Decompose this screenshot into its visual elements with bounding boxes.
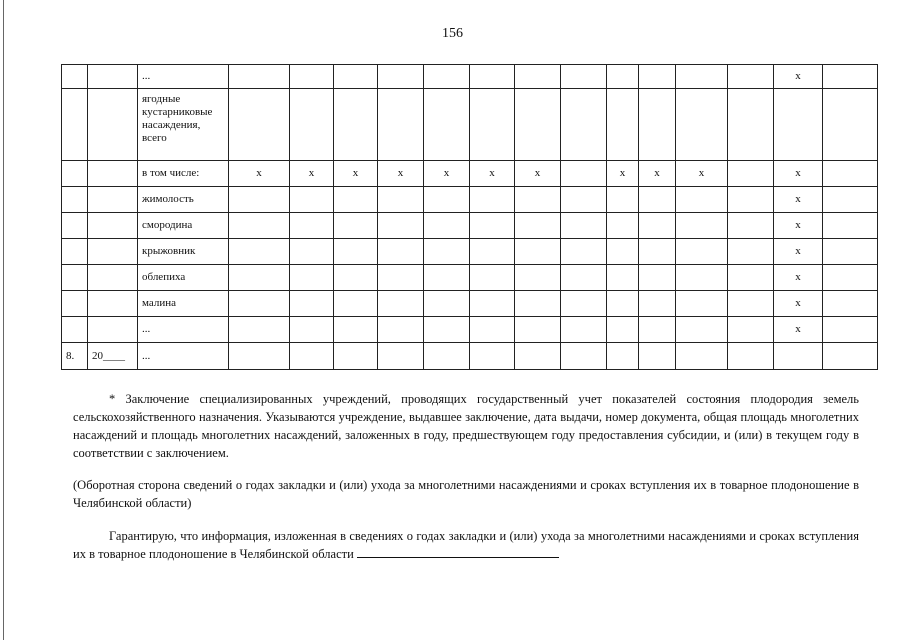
row-number-cell — [62, 89, 88, 161]
crop-name-cell: ягодные кустарниковые насаждения, всего — [138, 89, 229, 161]
crop-name-cell: ... — [138, 343, 229, 370]
value-cell — [561, 65, 607, 89]
value-cell — [470, 343, 515, 370]
value-cell — [607, 239, 639, 265]
row-number-cell — [62, 317, 88, 343]
value-cell — [424, 343, 470, 370]
row-number-cell — [62, 65, 88, 89]
value-cell — [515, 187, 561, 213]
year-cell — [88, 291, 138, 317]
value-cell — [424, 187, 470, 213]
value-cell — [607, 265, 639, 291]
crop-name-cell: малина — [138, 291, 229, 317]
value-cell — [823, 187, 878, 213]
value-cell — [728, 343, 774, 370]
value-cell — [334, 187, 378, 213]
value-cell — [676, 343, 728, 370]
value-cell — [229, 343, 290, 370]
value-cell — [515, 213, 561, 239]
value-cell — [470, 65, 515, 89]
value-cell — [823, 89, 878, 161]
value-cell — [515, 343, 561, 370]
year-cell — [88, 213, 138, 239]
value-cell — [676, 265, 728, 291]
value-cell: х — [229, 161, 290, 187]
crop-name-cell: жимолость — [138, 187, 229, 213]
value-cell — [728, 291, 774, 317]
value-cell — [561, 239, 607, 265]
value-cell — [823, 265, 878, 291]
value-cell — [639, 213, 676, 239]
page-number: 156 — [442, 26, 463, 41]
value-cell — [607, 343, 639, 370]
value-cell — [424, 239, 470, 265]
value-cell — [639, 65, 676, 89]
value-cell — [470, 89, 515, 161]
value-cell — [378, 65, 424, 89]
value-cell — [290, 213, 334, 239]
table-body — [62, 65, 878, 370]
value-cell — [378, 187, 424, 213]
table-row — [62, 265, 878, 291]
value-cell — [823, 343, 878, 370]
value-cell — [607, 65, 639, 89]
value-cell — [334, 265, 378, 291]
value-cell — [515, 65, 561, 89]
crop-name-cell: смородина — [138, 213, 229, 239]
value-cell — [424, 89, 470, 161]
row-number-cell — [62, 161, 88, 187]
year-cell — [88, 265, 138, 291]
crop-name-cell: в том числе: — [138, 161, 229, 187]
table-row — [62, 187, 878, 213]
value-cell — [607, 213, 639, 239]
value-cell — [378, 317, 424, 343]
value-cell — [607, 89, 639, 161]
table-row — [62, 213, 878, 239]
value-cell — [290, 239, 334, 265]
row-number-cell — [62, 265, 88, 291]
value-cell — [290, 89, 334, 161]
value-cell — [229, 187, 290, 213]
value-cell — [378, 213, 424, 239]
value-cell — [229, 317, 290, 343]
value-cell: х — [774, 265, 823, 291]
value-cell — [728, 187, 774, 213]
value-cell: х — [774, 65, 823, 89]
row-number-cell — [62, 213, 88, 239]
value-cell: х — [676, 161, 728, 187]
value-cell — [774, 343, 823, 370]
year-cell — [88, 89, 138, 161]
year-cell — [88, 317, 138, 343]
signature-line — [357, 545, 559, 558]
value-cell — [229, 239, 290, 265]
value-cell — [823, 317, 878, 343]
row-number-cell — [62, 291, 88, 317]
value-cell — [561, 89, 607, 161]
value-cell: х — [774, 161, 823, 187]
footnote: * Заключение специализированных учреждений, проводящих государственный учет показателей состояния плодородия земель сельскохозяйственного назначения. Указываются учреждение, выдавшее заключение, дата выдачи, номер документа, общая площадь многолетних насаждений и площадь многолетних насаждений, заложенных в году, предшествующем году предоставления субсидии, и (или) в текущем году в соответствии с заключением. — [73, 392, 859, 460]
value-cell — [639, 89, 676, 161]
data-table — [61, 64, 878, 370]
value-cell — [470, 213, 515, 239]
year-cell — [88, 65, 138, 89]
value-cell — [334, 65, 378, 89]
value-cell — [639, 317, 676, 343]
value-cell — [676, 89, 728, 161]
value-cell — [639, 291, 676, 317]
year-cell — [88, 161, 138, 187]
value-cell — [823, 239, 878, 265]
value-cell — [639, 239, 676, 265]
value-cell — [470, 291, 515, 317]
value-cell — [229, 65, 290, 89]
value-cell: х — [515, 161, 561, 187]
value-cell — [728, 213, 774, 239]
value-cell — [676, 291, 728, 317]
value-cell — [515, 291, 561, 317]
value-cell: х — [607, 161, 639, 187]
value-cell — [728, 89, 774, 161]
value-cell — [676, 65, 728, 89]
value-cell — [728, 161, 774, 187]
value-cell: х — [470, 161, 515, 187]
value-cell: х — [378, 161, 424, 187]
guarantee-statement — [73, 527, 859, 563]
value-cell — [515, 239, 561, 265]
value-cell — [229, 213, 290, 239]
page-margin-line — [3, 0, 4, 640]
value-cell — [639, 343, 676, 370]
value-cell — [378, 239, 424, 265]
value-cell — [470, 317, 515, 343]
value-cell: х — [639, 161, 676, 187]
value-cell — [728, 65, 774, 89]
year-cell — [88, 187, 138, 213]
value-cell — [424, 265, 470, 291]
value-cell — [774, 89, 823, 161]
value-cell — [515, 265, 561, 291]
value-cell — [334, 89, 378, 161]
value-cell — [639, 265, 676, 291]
value-cell — [561, 265, 607, 291]
value-cell — [378, 89, 424, 161]
value-cell — [334, 317, 378, 343]
value-cell — [229, 89, 290, 161]
value-cell: х — [774, 239, 823, 265]
value-cell — [334, 343, 378, 370]
crop-name-cell: облепиха — [138, 265, 229, 291]
value-cell — [334, 291, 378, 317]
table-row — [62, 317, 878, 343]
value-cell — [561, 343, 607, 370]
table-row — [62, 239, 878, 265]
value-cell — [676, 239, 728, 265]
table-row — [62, 89, 878, 161]
row-number-cell — [62, 187, 88, 213]
value-cell: х — [290, 161, 334, 187]
value-cell — [424, 65, 470, 89]
year-cell: 20____ — [88, 343, 138, 370]
crop-name-cell: ... — [138, 65, 229, 89]
value-cell — [290, 343, 334, 370]
value-cell: х — [774, 317, 823, 343]
value-cell — [607, 187, 639, 213]
value-cell — [229, 291, 290, 317]
value-cell — [470, 239, 515, 265]
value-cell — [607, 317, 639, 343]
value-cell — [290, 265, 334, 291]
value-cell — [561, 187, 607, 213]
value-cell — [676, 317, 728, 343]
row-number-cell — [62, 239, 88, 265]
value-cell — [424, 317, 470, 343]
value-cell — [334, 213, 378, 239]
year-cell — [88, 239, 138, 265]
value-cell — [290, 291, 334, 317]
value-cell — [728, 239, 774, 265]
value-cell — [728, 265, 774, 291]
value-cell — [607, 291, 639, 317]
guarantee-text: Гарантирую, что информация, изложенная в сведениях о годах закладки и (или) ухода за многолетними насаждениями и сроках вступления их в товарное плодоношение в Челябинской области — [73, 529, 859, 561]
value-cell: х — [424, 161, 470, 187]
value-cell: х — [774, 213, 823, 239]
value-cell — [823, 291, 878, 317]
value-cell — [470, 265, 515, 291]
value-cell — [290, 187, 334, 213]
value-cell — [561, 213, 607, 239]
value-cell — [424, 213, 470, 239]
reverse-side-note: (Оборотная сторона сведений о годах закладки и (или) ухода за многолетними насаждениями и сроках вступления их в товарное плодоношение в Челябинской области) — [73, 478, 859, 510]
value-cell — [561, 161, 607, 187]
value-cell: х — [774, 291, 823, 317]
value-cell — [378, 343, 424, 370]
value-cell — [290, 317, 334, 343]
value-cell — [639, 187, 676, 213]
value-cell — [515, 89, 561, 161]
value-cell — [229, 265, 290, 291]
value-cell — [378, 291, 424, 317]
table-row — [62, 343, 878, 370]
table-row — [62, 161, 878, 187]
row-number-cell: 8. — [62, 343, 88, 370]
value-cell — [334, 239, 378, 265]
value-cell — [823, 213, 878, 239]
value-cell — [728, 317, 774, 343]
table-row — [62, 65, 878, 89]
value-cell — [823, 161, 878, 187]
value-cell — [515, 317, 561, 343]
table-row — [62, 291, 878, 317]
value-cell — [378, 265, 424, 291]
value-cell — [676, 213, 728, 239]
value-cell — [561, 317, 607, 343]
crop-name-cell: ... — [138, 317, 229, 343]
value-cell: х — [774, 187, 823, 213]
value-cell — [676, 187, 728, 213]
value-cell: х — [334, 161, 378, 187]
value-cell — [561, 291, 607, 317]
value-cell — [424, 291, 470, 317]
crop-name-cell: крыжовник — [138, 239, 229, 265]
value-cell — [470, 187, 515, 213]
value-cell — [290, 65, 334, 89]
value-cell — [823, 65, 878, 89]
